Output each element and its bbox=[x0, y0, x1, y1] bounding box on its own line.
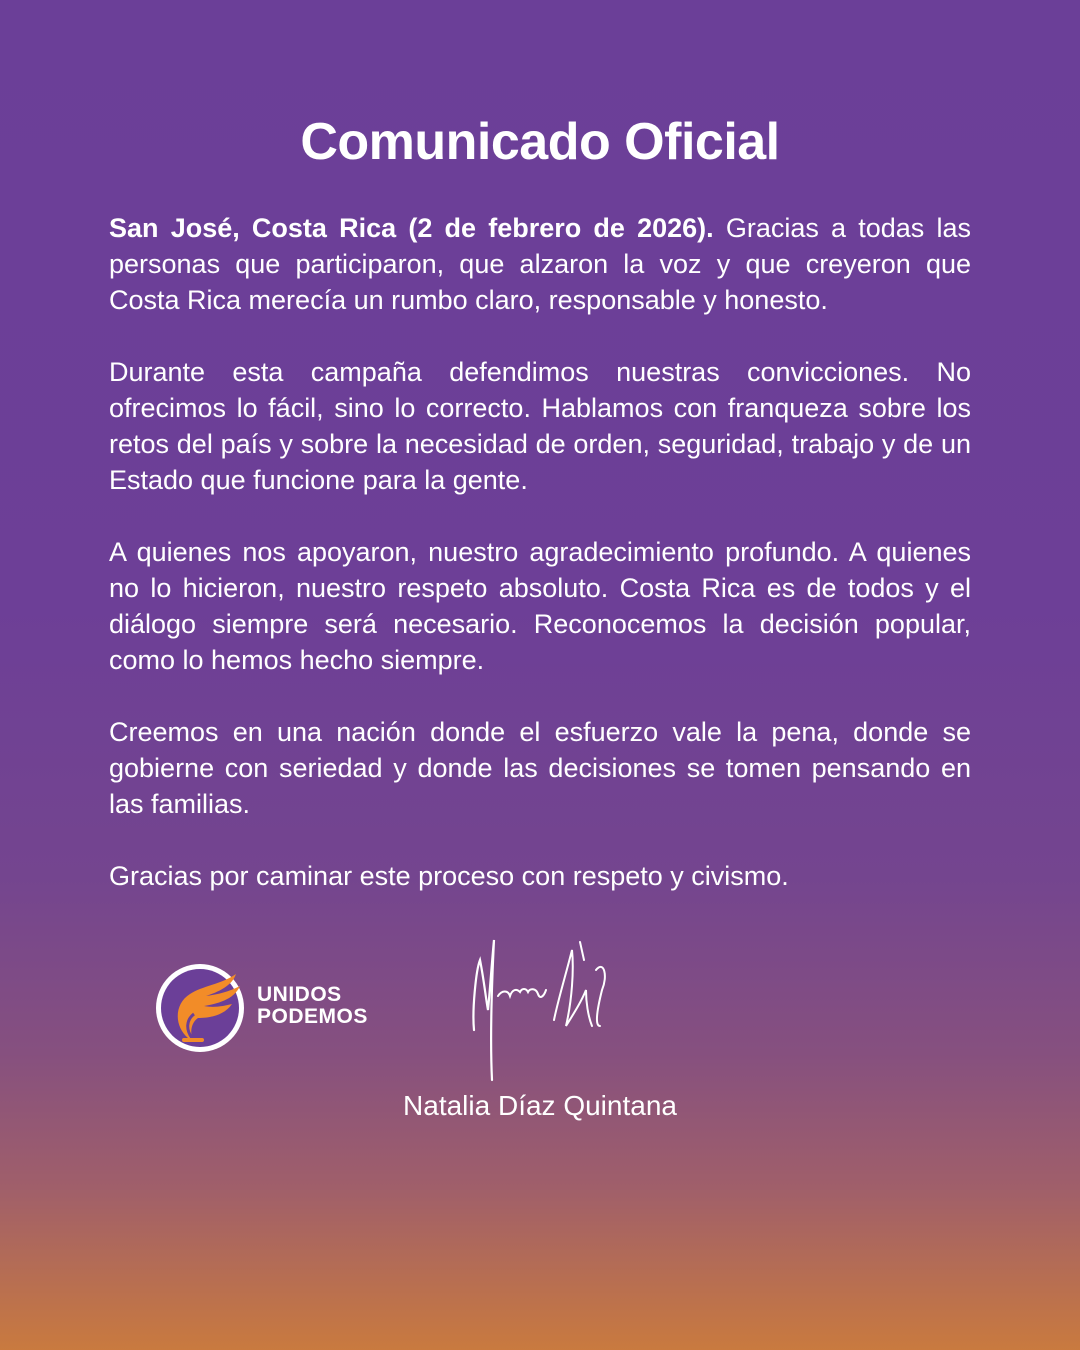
paragraph-3: A quienes nos apoyaron, nuestro agradecimiento profundo. A quienes no lo hicieron, nuestro respeto absoluto. Costa Rica es de todos y el diálogo siempre será necesario. Reconocemos la decisión popular, como lo hemos hecho siempre. bbox=[109, 537, 971, 675]
paragraph-1-text: Gracias a todas las personas que participaron, que alzaron la voz y que creyeron que Costa Rica merecía un rumbo claro, responsable y honesto. bbox=[109, 213, 971, 315]
paragraph-1 bbox=[109, 210, 971, 318]
page-title: Comunicado Oficial bbox=[300, 113, 780, 171]
flame-logo-icon bbox=[152, 960, 248, 1056]
paragraph-4: Creemos en una nación donde el esfuerzo vale la pena, donde se gobierne con seriedad y donde las decisiones se tomen pensando en las familias. bbox=[109, 717, 971, 819]
dateline: San José, Costa Rica (2 de febrero de 2026). bbox=[109, 213, 714, 243]
signer-name: Natalia Díaz Quintana bbox=[403, 1090, 677, 1121]
party-name bbox=[257, 984, 368, 1028]
signature-icon bbox=[462, 930, 622, 1090]
party-name-line-1: UNIDOS bbox=[257, 983, 342, 1006]
paragraph-2: Durante esta campaña defendimos nuestras convicciones. No ofrecimos lo fácil, sino lo correcto. Hablamos con franqueza sobre los retos del país y sobre la necesidad de orden, seguridad, trabajo y de un Estado que funcione para la gente. bbox=[109, 357, 971, 495]
statement-body bbox=[109, 210, 971, 930]
paragraph-5: Gracias por caminar este proceso con respeto y civismo. bbox=[109, 861, 789, 891]
party-logo bbox=[152, 960, 392, 1056]
party-name-line-2: PODEMOS bbox=[257, 1005, 368, 1028]
